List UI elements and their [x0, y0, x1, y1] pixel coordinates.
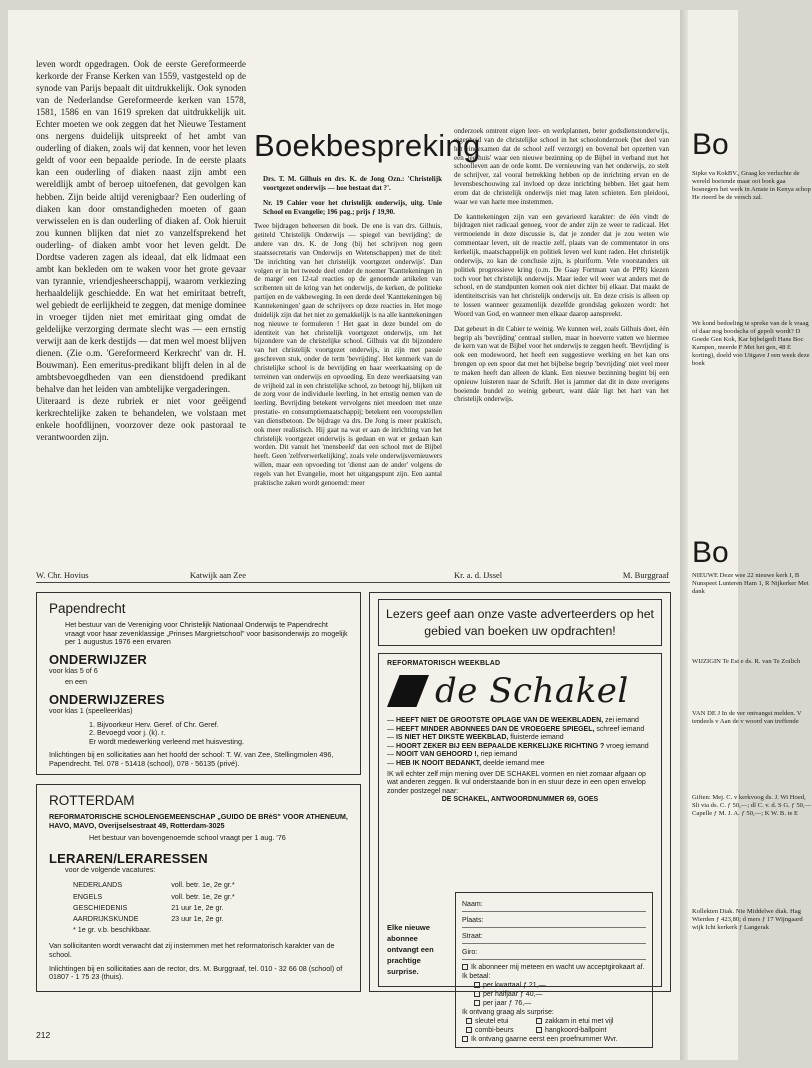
schakel-advert-panel: [378, 653, 662, 1043]
subscribe-option[interactable]: [462, 963, 646, 981]
next-page-snippet: Giften: Mej. C. v kerkvoog ds. J. Wi Hoed, Sli via ds. C. ƒ 50,—; dl C. v. d. S G. ƒ 50,— Capelle ƒ M. J. A. ƒ 50,—; K W. B. te E: [692, 794, 812, 818]
claim-bold: NOOIT VAN GEHOORD !,: [395, 751, 479, 759]
list-item: — IS NIET HET DIKSTE WEEKBLAD, fluisterde iemand: [387, 734, 564, 742]
surprise-option[interactable]: [536, 1026, 607, 1035]
list-item: — HEB IK NOOIT BEDANKT, deelde iemand mee: [387, 759, 545, 767]
requirement-item: 1. Bijvoorkeur Herv. Geref. of Chr. Geref.: [89, 719, 219, 729]
vacancy-hours: 23 uur 1e, 2e gr.: [171, 913, 224, 923]
article-paragraph: leven wordt opgedragen. Ook de eerste Gereformeerde kerkorde der Franse Kerken van 1559, vastgesteld op de synode van Parijs bepaalt dit uitdrukkelijk. Ook synoden van de Nederlandse Gereformeerde kerken van 1578, 1581, 1586 en van 1619 spreken dat uitdrukkelijk uit. Echter moeten we ook zeggen dat het Nieuwe Testament ons nergens duidelijk uitspreekt of het ambt van ouderling of diaken, zoals wij dat kennen, voor het leven geldt of voor een bepaalde periode. In de eerste plaats kan een ouderling of diaken naast zijn ambt een wereldlijk ambt of beroep uitoefenen, dat gevolgen kan hebben. Zijn beide altijd verenigbaar? Een ouderling of diaken kan door omstandigheden moeten of gaan verwisselen en is dan ouderling of diaken af. Ook hieruit zou kunnen blijken dat niet zo vanzelfsprekend het ouderling- of diaken ambt voor het leven geldt. De Dordtse vaderen zagen als ideaal, dat elk lidmaat een ambt kan bekleden om te waken voor het grote gevaar van tyrannie, vriendjesheerschappij, waarom verkiezing herhaaldelijk geschiedde. En wat het emiritaat betreft, wel gebiedt de eerlijkheid te zeggen, dat menige dominee in vroeger tijden niet met emiritaat ging omdat de geldelijke verzorging dermate slecht was — een ernstig verwijt aan de kerk destijds — dat men wel moest blijven dienen. (Zie o.m. 'Gereformeerd Kerkrecht' van dr. H. Bouwman). Een emeritus-predikant blijft delen in al de ambtsbevoegdheden van een dienstdoend predikant behalve dan het leiden van ambtelijke vergaderingen.: [36, 59, 246, 395]
checkbox[interactable]: [462, 1036, 468, 1042]
table-row: [73, 892, 253, 901]
call-to-action: IK wil echter zelf mijn mening over DE SCHAKEL vormen en niet zomaar afgaan op wat anderen zeggen. Ik vul onderstaande bon in en stuur deze in een open envelop zonder postzegel naar:: [387, 770, 646, 795]
ad-headline: Lezers geef aan onze vaste adverteerders op het gebied van boeken uw opdrachten!: [378, 599, 662, 646]
next-page-snippet: NIEUWE Deze wee 22 nieuwe kerk I, B Nunspeet Lunteren Ham 1, R Nijkerker Met dank: [692, 572, 809, 596]
claim-rest: deelde iemand mee: [481, 759, 545, 767]
review-paragraph: onderzoek omtrent eigen leer- en werkplannen, beter godsdienstonderwijs, eigenheid van de christelijke school in het schoolonderzoek (het deel van het eindexamen dat de school zelf verzorgt) en bovenal het opzetten van een 'leerhuis' waar een nieuwe bezinning op de Bijbel in verband met het schoolleven aan de orde komt. De vernieuwing van het onderwijs, zo stelt de schrijver, zal vooral betrekking hebben op de inrichting ervan en de levensbeschouwing zal invloed op deze inrichting hebben. Het gaat hem erom dat de christelijk onderwijs niet mag laten schieten. Een pleidooi, waar we van harte mee instemmen.: [454, 127, 669, 206]
next-page-snippet: Sipke va KokBV., Graag ko verluchte de wereld boeiende maar ooi boek gaa bosnegers het werk in Amste in Kenya schop He rieerd be de versch zal.: [692, 170, 811, 202]
reply-address: DE SCHAKEL, ANTWOORDNUMMER 69, GOES: [441, 796, 599, 804]
claim-bold: HEEFT NIET DE GROOTSTE OPLAGE VAN DE WEEKBLADEN,: [395, 717, 604, 724]
job-title: LERAREN/LERARESSEN: [49, 850, 208, 866]
vacancy-subject: GESCHIEDENIS: [73, 902, 128, 912]
claim-rest: schreef iemand: [594, 725, 645, 733]
checkbox[interactable]: [466, 1018, 472, 1024]
next-page-snippet: We kond bedoeling te spreke van de k vraag of daar nog boodscha of gepoli wordt? D Goede Gen Kok, Kar bijbelgedi Hans Boc Kampen, meerde F Met het gen, 48 E korting), doeld voo Uitgave J een week deze boek: [692, 320, 810, 368]
table-row: [73, 903, 253, 912]
ad-city: ROTTERDAM: [49, 793, 135, 808]
checkbox[interactable]: [474, 982, 480, 988]
giro-field[interactable]: Giro:: [462, 944, 646, 960]
vacancy-hours: 21 uur 1e, 2e gr.: [171, 902, 224, 912]
checkbox[interactable]: [462, 964, 468, 970]
article-left-column: [36, 58, 246, 444]
table-row: [73, 914, 253, 923]
name-field[interactable]: Naam:: [462, 896, 646, 912]
next-page-heading-bottom: Bo: [692, 536, 729, 569]
checkbox[interactable]: [474, 1000, 480, 1006]
surprise-row: [462, 1017, 646, 1026]
checkbox[interactable]: [536, 1018, 542, 1024]
table-row: [73, 925, 253, 934]
ad-de-schakel: [369, 592, 671, 1043]
reviewer-initials: Kr. a. d. IJssel: [454, 570, 503, 580]
job-detail: voor de volgende vacatures:: [65, 864, 156, 874]
surprise-option[interactable]: [466, 1026, 536, 1035]
option-label: zakkam in etui met vijl: [545, 1018, 614, 1025]
article-paragraph: Uiteraard is deze rubriek er niet voor geëigend kerkrechtelijke zaken te behandelen, we volstaan met enkele hoofdlijnen, voorzover deze ook pastoraal te verantwoorden zijn.: [36, 396, 246, 443]
option-label: per jaar ƒ 76,—: [483, 1000, 532, 1007]
next-page-edge: [688, 10, 812, 1060]
claim-bold: HOORT ZEKER BIJ EEN BEPAALDE KERKELIJKE RICHTING ?: [395, 742, 605, 750]
table-row: [73, 880, 253, 889]
section-divider: [36, 582, 670, 583]
vacancy-subject: ENGELS: [73, 891, 103, 901]
vacancy-hours: voll. betr. 1e, 2e gr.*: [171, 891, 235, 901]
claim-rest: riep iemand: [478, 751, 518, 759]
job-detail: voor klas 5 of 6: [49, 665, 98, 675]
left-signature: [36, 570, 246, 580]
claim-rest: fluisterde iemand: [508, 734, 564, 742]
list-item: — NOOIT VAN GEHOORD !, riep iemand: [387, 751, 518, 759]
review-paragraph: De kanttekeningen zijn van een gevarieerd karakter: de één vindt de bijdragen niet radicaal genoeg, voor de ander zijn ze weer te radicaal. Het vermoeiende in deze discussie is, dat je zonder dat je zou weten wie commentaar levert, uit de reactie zelf, plaats van de commentator in ons kerkelijk, maatschappelijk en politiek leven wel kunt raden. Het christelijk onderwijs, zo kan de conclusie zijn, is pluriform. Vele voorstanders uit politiek progressieve kring (o.m. De Gaay Fortman van de PPR) kiezen toch voor het christelijk onderwijs. Maar ieder wil weer wat anders met de school, en de standpunten komen ook niet dichter bij elkaar. Dat maakt de identiteitscrisis van het christelijk onderwijs uit. En deze crisis is alleen op te lossen wanneer gezamenlijk dezelfde grondslag gekozen wordt: het Woord van God, en wanneer men elkaar daarop aanspreekt.: [454, 212, 669, 318]
reviewer-name: M. Burggraaf: [622, 570, 669, 580]
next-page-snippet: WIJZIGIN Te Est e ds. R. van Te Zoilich: [692, 658, 801, 665]
book-citation: Drs. T. M. Gilhuis en drs. K. de Jong Ozn.: 'Christelijk voortgezet onderwijs — hoe bestaat dat ?'.: [263, 175, 442, 192]
checkbox[interactable]: [536, 1027, 542, 1033]
option-label: sleutel etui: [475, 1018, 509, 1025]
vacancy-subject: AARDRIJKSKUNDE: [73, 913, 139, 923]
checkbox[interactable]: [466, 1027, 472, 1033]
surprise-option[interactable]: [536, 1017, 613, 1026]
option-label: per kwartaal ƒ 21,—: [483, 982, 546, 989]
ad-rotterdam: [36, 784, 361, 992]
list-item: — HEEFT MINDER ABONNEES DAN DE VROEGERE SPIEGEL, schreef iemand: [387, 725, 645, 733]
street-field[interactable]: Straat:: [462, 928, 646, 944]
book-publication-info: Nr. 19 Cahier voor het christelijk onderwijs, uitg. Unie School en Evangelie; 196 pag.; prijs ƒ 19,90.: [263, 198, 442, 216]
next-page-snippet: Kollekten Diak. Nie Middelwe diak. Hag Wierden ƒ 423,80; d mers ƒ 17 Wijngaard wijk Icht kerkerk ƒ Langerak: [692, 908, 803, 932]
job-title: ONDERWIJZER: [49, 651, 148, 667]
logo-wordmark: de Schakel: [435, 671, 629, 711]
review-paragraph: Dat gebeurt in dit Cahier te weinig. We kunnen wel, zoals Gilhuis doet, één begrip als 'bevrijding' centraal stellen, maar in hoeverre vatten we hiermee de kern van wat de Bijbel voor het onderwijs te zeggen heeft. 'Bevrijding' is ook een modewoord, het heeft een suggestieve werking en het kan ons brengen op een spoor dat met het bijbelse begrip 'bevrijding' niet veel meer te maken heeft dan alleen de klank. Een nieuwe bezinning begint bij een opnieuw luisteren naar de Schrift. Het is jammer dat dit in deze overigens boeiende bundel zo weinig gebeurt, want dáár ligt het hart van het christelijk onderwijs.: [454, 324, 669, 404]
chain-link-icon: [387, 675, 429, 707]
author-place: Katwijk aan Zee: [189, 570, 246, 580]
review-middle-column: [254, 175, 442, 488]
promo-line: ontvangt een: [387, 945, 434, 954]
claims-list: [387, 717, 653, 805]
ad-intro: Het bestuur van de Vereniging voor Christelijk Nationaal Onderwijs te Papendrecht vraagt voor haar zevenklassige „Prinses Margrietschool" voor basisonderwijs zo mogelijk per 1 augustus 1976 een ervaren: [65, 620, 348, 647]
review-signature: [454, 570, 669, 580]
place-field[interactable]: Plaats:: [462, 912, 646, 928]
period-option[interactable]: [462, 999, 646, 1008]
vacancy-table: [71, 878, 255, 936]
promo-line: abonnee: [387, 934, 418, 943]
promo-line: prachtige: [387, 956, 421, 965]
review-paragraph: Twee bijdragen beheersen dit boek. De ene is van drs. Gilhuis, getiteld 'Christelijk Onderwijs — spiegel van bevrijding'; de andere van drs. K. de Jong (bij het schrijven nog geen staatssecretaris van Onderwijs en Wetenschappen) met de titel: 'De inrichting van het christelijk voortgezet onderwijs'. Dan volgen er in het tweede deel onder de noemer 'Kanttekeningen in de marge' een 12-tal reacties op de genoemde artikelen van scribenten uit de kring van het onderwijs, de kerken, de politieke partijen en de vakbeweging. In een derde deel 'Kanttekeningen bij Kanttekeningen' gaan de schrijvers op deze reacties in. Het moge duidelijk zijn dat het niet zo gemakkelijk is na alle kanttekeningen nog nieuwe te formuleren ! Het gaat in deze bundel om de identiteit van het christelijk voortgezet onderwijs, om het bijzondere van de christelijke school. Gilhuis vat dit bijzondere van het christelijk voortgezet onderwijs, in zijn met passie geschreven stuk, onder de term 'bevrijding'. Het kenmerk van de christelijke school is de bevrijding en haar weerkaatsing op de terreinen van onderwijs en opvoeding. En deze weerkaatsing van de vrijheid zal in een christelijke school, zo betoogt hij, blijken uit de zorg voor de individuele leerling, in het ernstig nemen van de leerling. Bevrijding betekent vervolgens niet meedoen met onze prestatie- en consumptiemaatschappij; betekent een vooropstellen van dienstbetoon. De bijdrage va drs. De Jong is meer praktisch, ook meer realistisch. Hij gaat na wat er aan de inrichting van het christelijk voortgezet onderwijs is gedaan en wat er gedaan kan worden. Dit vanuit het 'mensbeeld' dat een school met de Bijbel heeft. Geen 'zelfverwerkelijking', zoals vele onderwijsvernieuwers willen, maar een opvoeding tot 'dienst aan de ander' volgens de regels van het Evangelie, moet het uitgangspunt zijn. Een aantal praktische zaken wordt genoemd: meer: [254, 222, 442, 487]
ad-intro: Het bestuur van bovengenoemde school vraagt per 1 aug. '76: [89, 833, 286, 843]
period-option[interactable]: [462, 990, 646, 999]
ad-contact: Inlichtingen bij en sollicitaties aan het hoofd der school: T. W. van Zee, Stellingmolen 496, Papendrecht. Tel. 078 - 51418 (school), 078 - 56135 (privé).: [49, 750, 334, 768]
vacancy-subject: NEDERLANDS: [73, 880, 123, 890]
review-right-column: [454, 127, 669, 404]
requirements-list: [49, 721, 348, 747]
list-item: — HEEFT NIET DE GROOTSTE OPLAGE VAN DE WEEKBLADEN, zei iemand: [387, 717, 639, 724]
coupon-form: [387, 892, 653, 1048]
vacancy-hours: voll. betr. 1e, 2e gr.*: [171, 880, 235, 890]
ad-papendrecht: [36, 592, 361, 775]
job-title: ONDERWIJZERES: [49, 691, 165, 707]
option-label: hangkoord-ballpoint: [545, 1027, 607, 1034]
claim-bold: IS NIET HET DIKSTE WEEKBLAD,: [395, 734, 509, 742]
surprise-heading: Ik ontvang graag als surprise:: [462, 1009, 554, 1016]
trial-option[interactable]: [462, 1035, 646, 1044]
period-option[interactable]: [462, 981, 646, 990]
checkbox[interactable]: [474, 991, 480, 997]
option-label: Ik ontvang gaarne eerst een proefnummer Wvr.: [471, 1036, 618, 1043]
schakel-logo: [387, 671, 653, 711]
claim-bold: HEB IK NOOIT BEDANKT,: [395, 759, 482, 767]
job-detail: voor klas 1 (speelleerklas): [49, 705, 133, 715]
promo-line: Elke nieuwe: [387, 923, 430, 932]
option-label: combi-beurs: [475, 1027, 514, 1034]
surprise-promo: [387, 892, 455, 1048]
claim-rest: zei iemand: [603, 717, 639, 724]
ad-contact: Inlichtingen bij en sollicitaties aan de rector, drs. M. Burggraaf, tel. 010 - 32 66 08 (school) of 01807 - 1 75 23 (thuis).: [49, 963, 343, 982]
review-heading: Boekbespreking: [254, 128, 481, 163]
option-label: per halfjaar ƒ 40,—: [483, 991, 543, 998]
coupon-fields: [455, 892, 653, 1048]
claim-bold: HEEFT MINDER ABONNEES DAN DE VROEGERE SPIEGEL,: [395, 725, 595, 733]
requirement-item: 2. Bevoegd voor j. (k). r.: [89, 728, 166, 738]
ad-note: Van sollicitanten wordt verwacht dat zij instemmen met het reformatorisch karakter van de school.: [49, 941, 335, 959]
vacancy-footnote: * 1e gr. v.b. beschikbaar.: [73, 925, 152, 935]
next-page-snippet: VAN DE J In de ver ontvangst melden. V tendeels v Aan de v woord van treffende: [692, 710, 802, 726]
claim-rest: vroeg iemand: [604, 742, 649, 750]
author-name: W. Chr. Hovius: [36, 570, 89, 580]
conjunction-text: en een: [65, 677, 87, 687]
option-label: Ik abonneer mij meteen en wacht uw acceptgirokaart af. Ik betaal:: [462, 964, 645, 980]
requirement-item: Er wordt medewerking verleend met huisvesting.: [89, 736, 245, 746]
page-gutter: [680, 10, 688, 1060]
promo-line: surprise.: [387, 967, 419, 976]
ad-city: Papendrecht: [49, 601, 126, 616]
surprise-row: [462, 1026, 646, 1035]
publication-label: REFORMATORISCH WEEKBLAD: [387, 660, 501, 667]
page-number: 212: [36, 1030, 51, 1040]
surprise-option[interactable]: [466, 1017, 536, 1026]
next-page-heading-top: Bo: [692, 128, 729, 161]
list-item: — HOORT ZEKER BIJ EEN BEPAALDE KERKELIJKE RICHTING ? vroeg iemand: [387, 742, 649, 750]
ad-organization: REFORMATORISCHE SCHOLENGEMEENSCHAP „GUIDO DE BRèS" VOOR ATHENEUM, HAVO, MAVO, Overijselsestraat 49, Rotterdam-3025: [49, 812, 348, 830]
